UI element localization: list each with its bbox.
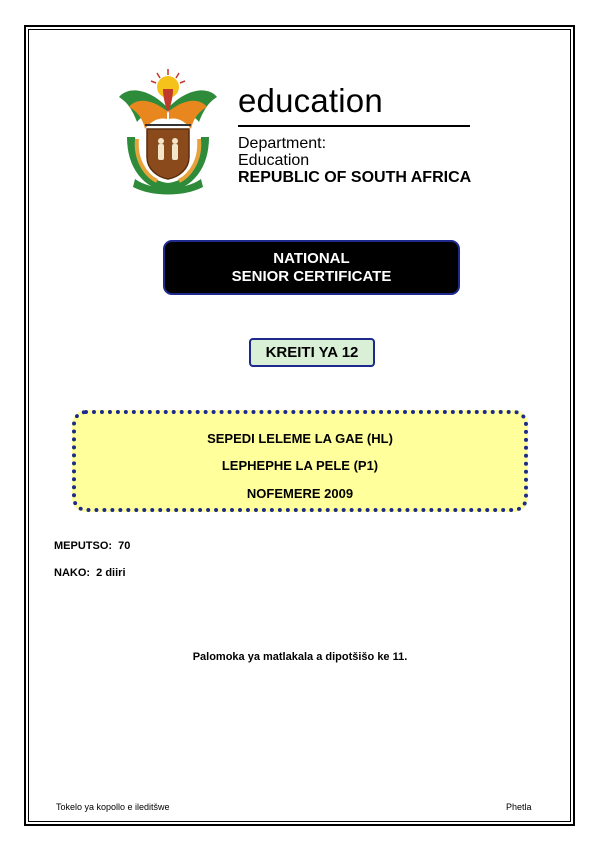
logo-unit: Education <box>238 152 310 169</box>
subject-panel <box>72 410 528 512</box>
copyright-footer: Tokelo ya kopollo e ileditšwe <box>56 802 170 812</box>
page-count-note: Palomoka ya matlakala a dipotšišo ke 11. <box>192 651 408 663</box>
subject-name: SEPEDI LELEME LA GAE (HL) <box>207 431 393 446</box>
time-allowed: NAKO: 2 diiri <box>54 567 126 579</box>
logo-divider <box>238 125 470 127</box>
logo-wordmark: education <box>238 82 383 119</box>
marks-total: MEPUTSO: 70 <box>54 540 131 552</box>
logo-department: Department: <box>238 135 327 152</box>
certificate-line-2: SENIOR CERTIFICATE <box>231 267 392 285</box>
exam-session: NOFEMERE 2009 <box>246 486 354 501</box>
turn-over-footer: Phetla <box>506 802 532 812</box>
grade-badge: KREITI YA 12 <box>249 338 375 367</box>
coat-of-arms-icon <box>117 67 219 195</box>
paper-name: LEPHEPHE LA PELE (P1) <box>221 458 379 473</box>
certificate-banner <box>163 240 460 295</box>
logo-country: REPUBLIC OF SOUTH AFRICA <box>238 169 472 186</box>
certificate-line-1: NATIONAL <box>273 249 350 267</box>
